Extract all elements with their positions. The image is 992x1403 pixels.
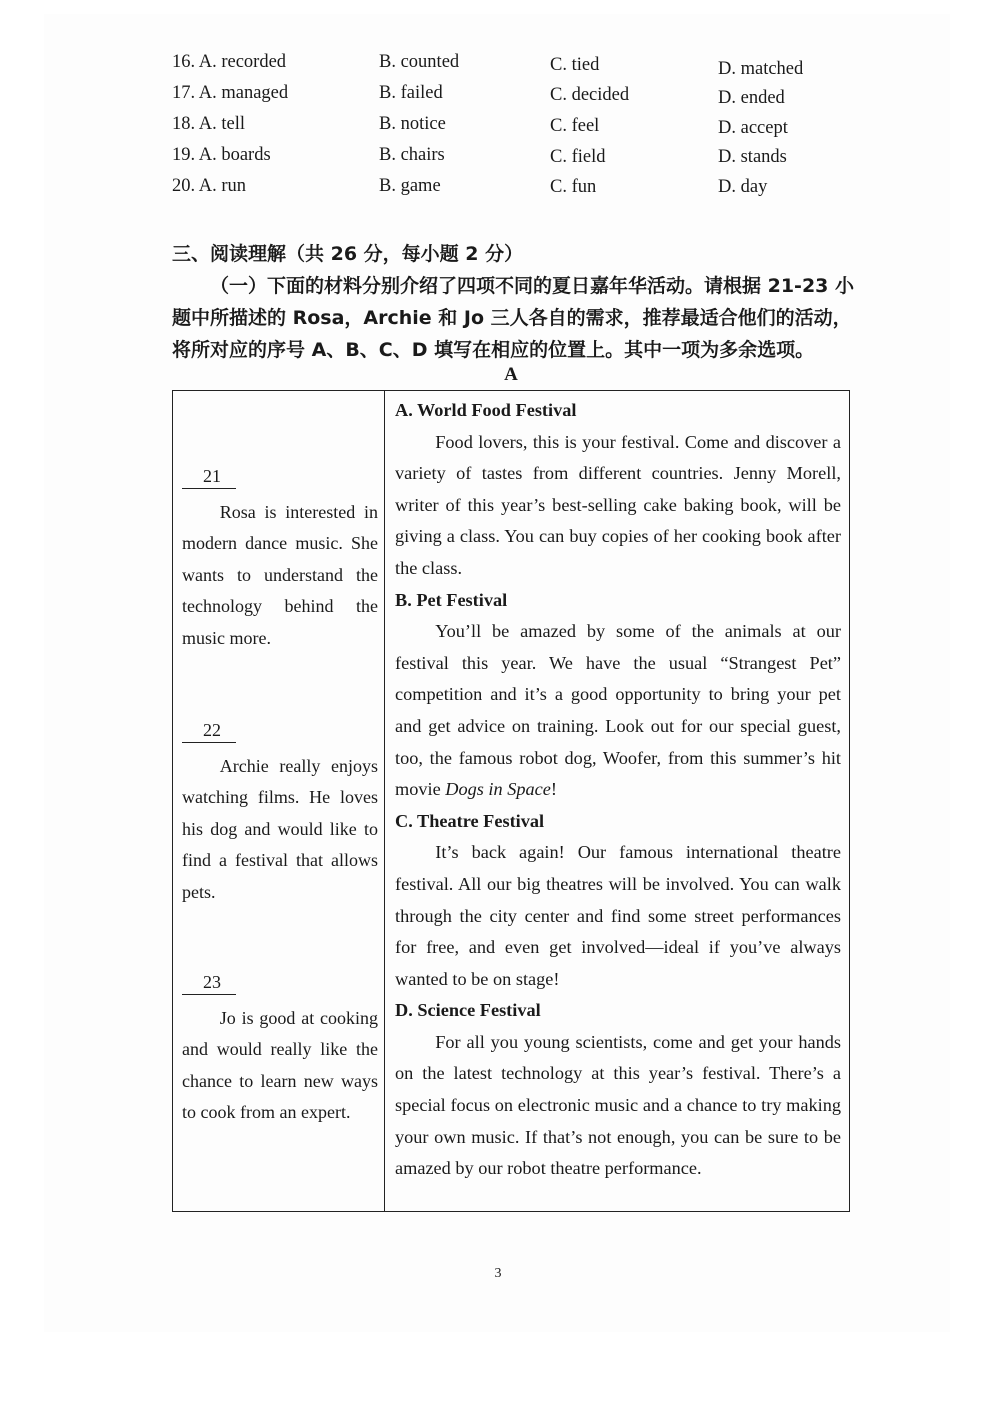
instruction-line-2: 题中所描述的 Rosa，Archie 和 Jo 三人各自的需求，推荐最适合他们的活动， — [172, 307, 852, 329]
person-jo — [182, 967, 378, 1129]
option-d: D. matched — [718, 59, 804, 79]
description-end: ! — [550, 779, 557, 800]
person-description: Archie really enjoys watching films. He loves his dog and would like to find a festival that allows pets. — [182, 755, 378, 902]
option-d: D. accept — [718, 118, 788, 138]
section-heading: 三、阅读理解（共 26 分，每小题 2 分） — [172, 243, 524, 265]
festival-title: C. Theatre Festival — [395, 810, 545, 831]
page-number: 3 — [494, 1266, 502, 1281]
festival-title: B. Pet Festival — [395, 589, 508, 610]
festival-description: It’s back again! Our famous international theatre festival. All our big theatres will be involved. You can walk through the city center and find some street performances for free, and even get involved—ideal if you’ve always wanted to be on stage! — [395, 842, 841, 989]
festival-world-food — [395, 395, 841, 585]
instruction-line-3: 将所对应的序号 A、B、C、D 填写在相应的位置上。其中一项为多余选项。 — [172, 339, 815, 361]
option-b: B. game — [379, 176, 441, 196]
festival-theatre — [395, 806, 841, 996]
option-c: C. tied — [550, 55, 600, 75]
option-a: 20. A. run — [172, 176, 246, 196]
option-c: C. fun — [550, 177, 597, 197]
option-d: D. ended — [718, 88, 785, 108]
option-b: B. counted — [379, 52, 460, 72]
option-a: 19. A. boards — [172, 145, 271, 165]
people-column — [173, 391, 384, 1211]
column-divider — [384, 391, 385, 1211]
cloze-options — [172, 52, 852, 207]
description-text: You’ll be amazed by some of the animals at our festival this year. We have the usual “Strangest Pet” competition and it’s a good opportunity to bring your pet and get advice on training. Look out for our special guest, too, the famous robot dog, Woofer, from this summer’s hit movie — [395, 621, 841, 800]
person-description: Jo is good at cooking and would really like the chance to learn new ways to cook from an expert. — [182, 1007, 378, 1123]
option-a: 16. A. recorded — [172, 52, 287, 72]
festival-description: For all you young scientists, come and get your hands on the latest technology at this year’s festival. There’s a special focus on electronic music and a chance to try making your own music. If that’s not enough, you can be sure to be amazed by our robot theatre performance. — [395, 1031, 841, 1179]
festival-title: D. Science Festival — [395, 1000, 541, 1021]
matching-table — [172, 390, 850, 1212]
festival-science — [395, 995, 841, 1185]
festival-pet — [395, 585, 841, 806]
option-b: B. failed — [379, 83, 443, 103]
festival-description: Food lovers, this is your festival. Come and discover a variety of tastes from different countries. Jenny Morell, writer of this year’s best-selling cake baking book, will be giving a class. You can buy copies of her cooking book after the class. — [395, 431, 841, 578]
festival-title: A. World Food Festival — [395, 400, 577, 420]
option-b: B. notice — [379, 114, 446, 134]
festivals-column — [395, 395, 841, 1185]
option-row-19 — [172, 145, 852, 176]
reading-section-header — [172, 238, 862, 366]
person-rosa — [182, 461, 378, 655]
option-d: D. stands — [718, 147, 787, 167]
option-d: D. day — [718, 177, 768, 197]
option-row-16 — [172, 52, 852, 83]
answer-blank-23[interactable]: 23 — [182, 970, 236, 995]
option-row-20 — [172, 176, 852, 207]
option-row-17 — [172, 83, 852, 114]
person-description: Rosa is interested in modern dance music. She wants to understand the technology behind the music more. — [182, 501, 378, 648]
answer-blank-21[interactable]: 21 — [182, 464, 236, 489]
option-c: C. field — [550, 147, 606, 167]
instruction-line-1: （一）下面的材料分别介绍了四项不同的夏日嘉年华活动。请根据 21-23 小 — [210, 275, 854, 297]
option-c: C. decided — [550, 85, 630, 105]
festival-description — [395, 616, 841, 806]
movie-title: Dogs in Space — [445, 779, 551, 800]
option-b: B. chairs — [379, 145, 445, 165]
option-a: 17. A. managed — [172, 83, 289, 103]
option-row-18 — [172, 114, 852, 145]
person-archie — [182, 715, 378, 909]
option-a: 18. A. tell — [172, 114, 245, 134]
passage-label: A — [504, 364, 518, 385]
option-c: C. feel — [550, 116, 600, 136]
answer-blank-22[interactable]: 22 — [182, 718, 236, 743]
